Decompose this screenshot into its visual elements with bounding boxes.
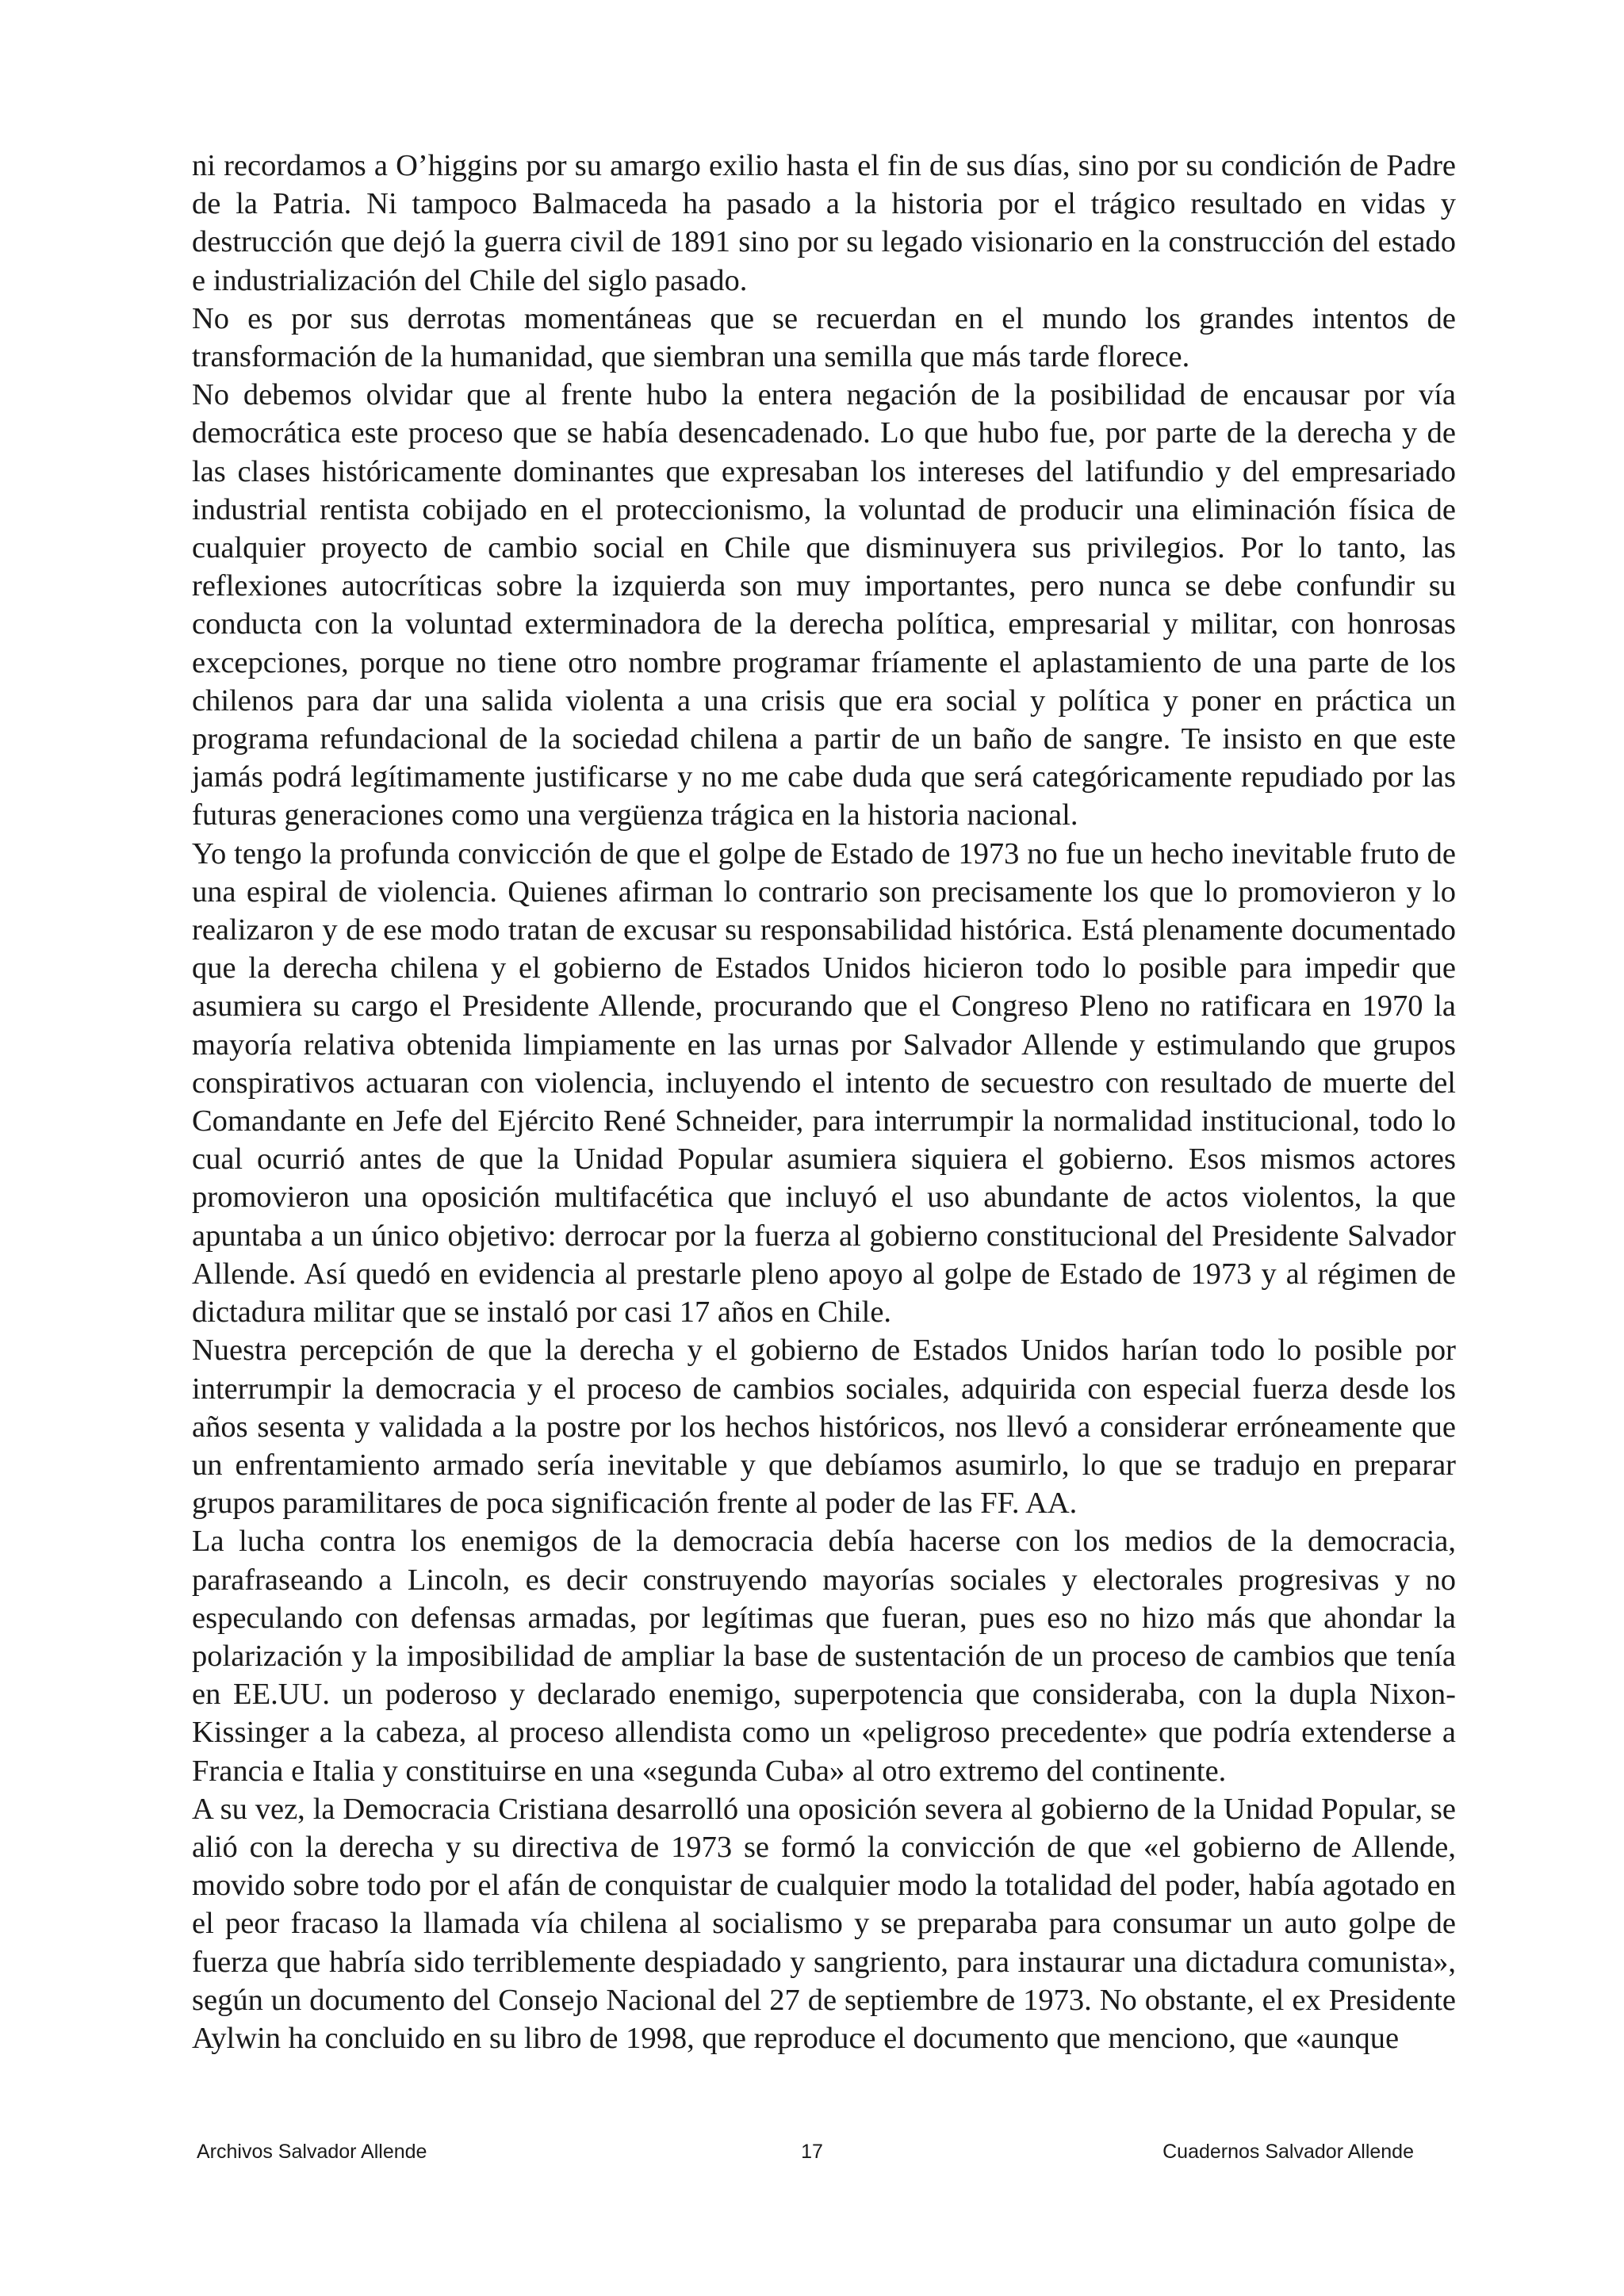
footer-right-title: Cuadernos Salvador Allende [1162,2141,1414,2163]
paragraph-3: No debemos olvidar que al frente hubo la entera negación de la posibilidad de encausar por vía democrática este proceso que se había desencadenado. Lo que hubo fue, por parte de la derecha y de las clases históricamente dominantes que expresaban los intereses del latifundio y del empresariado industrial rentista cobijado en el proteccionismo, la voluntad de producir una eliminación física de cualquier proyecto de cambio social en Chile que disminuyera sus privilegios. Por lo tanto, las reflexiones autocríticas sobre la izquierda son muy importantes, pero nunca se debe confundir su conducta con la voluntad exterminadora de la derecha política, empresarial y militar, con honrosas excepciones, porque no tiene otro nombre programar fríamente el aplastamiento de una parte de los chilenos para dar una salida violenta a una crisis que era social y política y poner en práctica un programa refundacional de la sociedad chilena a partir de un baño de sangre. Te insisto en que este jamás podrá legítimamente justificarse y no me cabe duda que será categóricamente repudiado por las futuras generaciones como una vergüenza trágica en la historia nacional. [192,378,1456,832]
page-footer [0,2141,1624,2172]
paragraph-5: Nuestra percepción de que la derecha y el gobierno de Estados Unidos harían todo lo posible por interrumpir la democracia y el proceso de cambios sociales, adquirida con especial fuerza desde los años sesenta y validada a la postre por los hechos históricos, nos llevó a considerar erróneamente que un enfrentamiento armado sería inevitable y que debíamos asumirlo, lo que se tradujo en preparar grupos paramilitares de poca significación frente al poder de las FF. AA. [192,1334,1456,1521]
paragraph-1: ni recordamos a O’higgins por su amargo exilio hasta el fin de sus días, sino por su condición de Padre de la Patria. Ni tampoco Balmaceda ha pasado a la historia por el trágico resultado en vidas y destrucción que dejó la guerra civil de 1891 sino por su legado visionario en la construcción del estado e industrialización del Chile del siglo pasado. [192,149,1456,297]
body-text [192,147,1456,2057]
paragraph-7: A su vez, la Democracia Cristiana desarrolló una oposición severa al gobierno de la Unidad Popular, se alió con la derecha y su directiva de 1973 se formó la convicción de que «el gobierno de Allende, movido sobre todo por el afán de conquistar de cualquier modo la totalidad del poder, había agotado en el peor fracaso la llamada vía chilena al socialismo y se preparaba para consumar un auto golpe de fuerza que habría sido terriblemente despiadado y sangriento, para instaurar una dictadura comunista», según un documento del Consejo Nacional del 27 de septiembre de 1973. No obstante, el ex Presidente Aylwin ha concluido en su libro de 1998, que reproduce el documento que menciono, que «aunque [192,1792,1456,2055]
footer-left-title: Archivos Salvador Allende [197,2141,427,2163]
page-number: 17 [801,2141,823,2163]
paragraph-2: No es por sus derrotas momentáneas que se recuerdan en el mundo los grandes intentos de transformación de la humanidad, que siembran una semilla que más tarde florece. [192,301,1456,374]
paragraph-6: La lucha contra los enemigos de la democracia debía hacerse con los medios de la democracia, parafraseando a Lincoln, es decir construyendo mayorías sociales y electorales progresivas y no especulando con defensas armadas, por legítimas que fueran, pues eso no hizo más que ahondar la polarización y la imposibilidad de ampliar la base de sustentación de un proceso de cambios que tenía en EE.UU. un poderoso y declarado enemigo, superpotencia que consideraba, con la dupla Nixon-Kissinger a la cabeza, al proceso allendista como un «peligroso precedente» que podría extenderse a Francia e Italia y constituirse en una «segunda Cuba» al otro extremo del continente. [192,1525,1456,1788]
paragraph-4: Yo tengo la profunda convicción de que el golpe de Estado de 1973 no fue un hecho inevitable fruto de una espiral de violencia. Quienes afirman lo contrario son precisamente los que lo promovieron y lo realizaron y de ese modo tratan de excusar su responsabilidad histórica. Está plenamente documentado que la derecha chilena y el gobierno de Estados Unidos hicieron todo lo posible para impedir que asumiera su cargo el Presidente Allende, procurando que el Congreso Pleno no ratificara en 1970 la mayoría relativa obtenida limpiamente en las urnas por Salvador Allende y estimulando que grupos conspirativos actuaran con violencia, incluyendo el intento de secuestro con resultado de muerte del Comandante en Jefe del Ejército René Schneider, para interrumpir la normalidad institucional, todo lo cual ocurrió antes de que la Unidad Popular asumiera siquiera el gobierno. Esos mismos actores promovieron una oposición multifacética que incluyó el uso abundante de actos violentos, la que apuntaba a un único objetivo: derrocar por la fuerza al gobierno constitucional del Presidente Salvador Allende. Así quedó en evidencia al prestarle pleno apoyo al golpe de Estado de 1973 y al régimen de dictadura militar que se instaló por casi 17 años en Chile. [192,836,1456,1330]
